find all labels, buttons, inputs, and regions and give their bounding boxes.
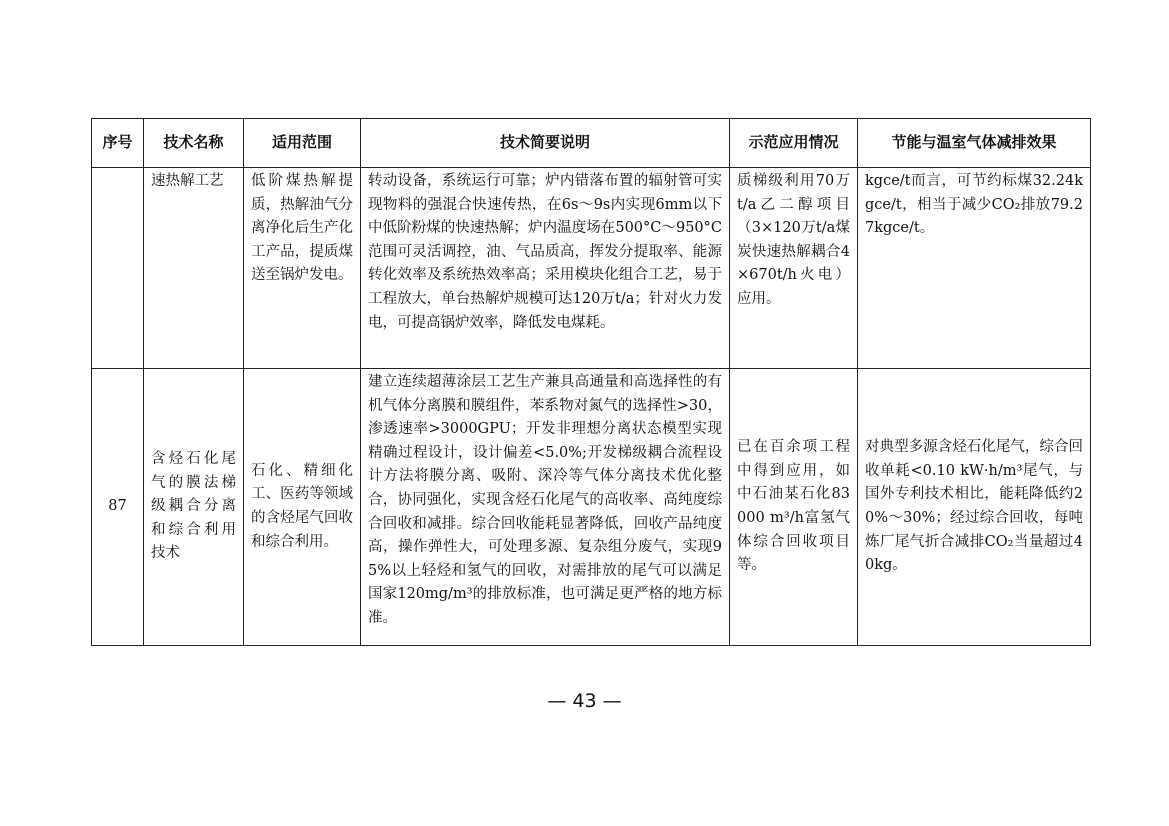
table-row (92, 168, 1091, 369)
scope-cell: 低阶煤热解提质，热解油气分离净化后生产化工产品，提质煤送至锅炉发电。 (244, 168, 361, 369)
header-application: 示范应用情况 (730, 119, 858, 168)
header-effect: 节能与温室气体减排效果 (858, 119, 1091, 168)
header-scope: 适用范围 (244, 119, 361, 168)
scope-cell: 石化、精细化工、医药等领域的含烃尾气回收和综合利用。 (244, 369, 361, 646)
header-number: 序号 (92, 119, 144, 168)
page-number: — 43 — (547, 690, 622, 712)
application-cell: 已在百余项工程中得到应用，如中石油某石化83000 m³/h富氢气体综合回收项目等。 (730, 369, 858, 646)
tech-name-cell: 含烃石化尾气的膜法梯级耦合分离和综合利用技术 (144, 369, 244, 646)
description-cell: 转动设备，系统运行可靠；炉内错落布置的辐射管可实现物料的强混合快速传热，在6s～9s内实现6mm以下中低阶粉煤的快速热解；炉内温度场在500°C～950°C范围可灵活调控，油、气品质高，挥发分提取率、能源转化效率及系统热效率高；采用模块化组合工艺，易于工程放大，单台热解炉规模可达120万t/a；针对火力发电，可提高锅炉效率，降低发电煤耗。 (361, 168, 730, 369)
application-cell: 质梯级利用70万t/a乙二醇项目（3×120万t/a煤炭快速热解耦合4×670t/h火电）应用。 (730, 168, 858, 369)
tech-name-cell: 速热解工艺 (144, 168, 244, 369)
effect-cell: kgce/t而言，可节约标煤32.24kgce/t，相当于减少CO₂排放79.27kgce/t。 (858, 168, 1091, 369)
row-number: 87 (92, 369, 144, 646)
description-cell: 建立连续超薄涂层工艺生产兼具高通量和高选择性的有机气体分离膜和膜组件，苯系物对氮气的选择性>30，渗透速率>3000GPU；开发非理想分离状态模型实现精确过程设计，设计偏差<5.0%;开发梯级耦合流程设计方法将膜分离、吸附、深冷等气体分离技术优化整合，协同强化，实现含烃石化尾气的高收率、高纯度综合回收和减排。综合回收能耗显著降低，回收产品纯度高，操作弹性大，可处理多源、复杂组分废气，实现95%以上轻烃和氢气的回收，对需排放的尾气可以满足国家120mg/m³的排放标准，也可满足更严格的地方标准。 (361, 369, 730, 646)
technology-table (91, 118, 1091, 646)
effect-cell: 对典型多源含烃石化尾气，综合回收单耗<0.10 kW·h/m³尾气，与国外专利技术相比，能耗降低约20%～30%；经过综合回收，每吨炼厂尾气折合减排CO₂当量超过40kg。 (858, 369, 1091, 646)
table-row (92, 369, 1091, 646)
header-description: 技术简要说明 (361, 119, 730, 168)
header-tech-name: 技术名称 (144, 119, 244, 168)
row-number (92, 168, 144, 369)
table-header-row (92, 119, 1091, 168)
